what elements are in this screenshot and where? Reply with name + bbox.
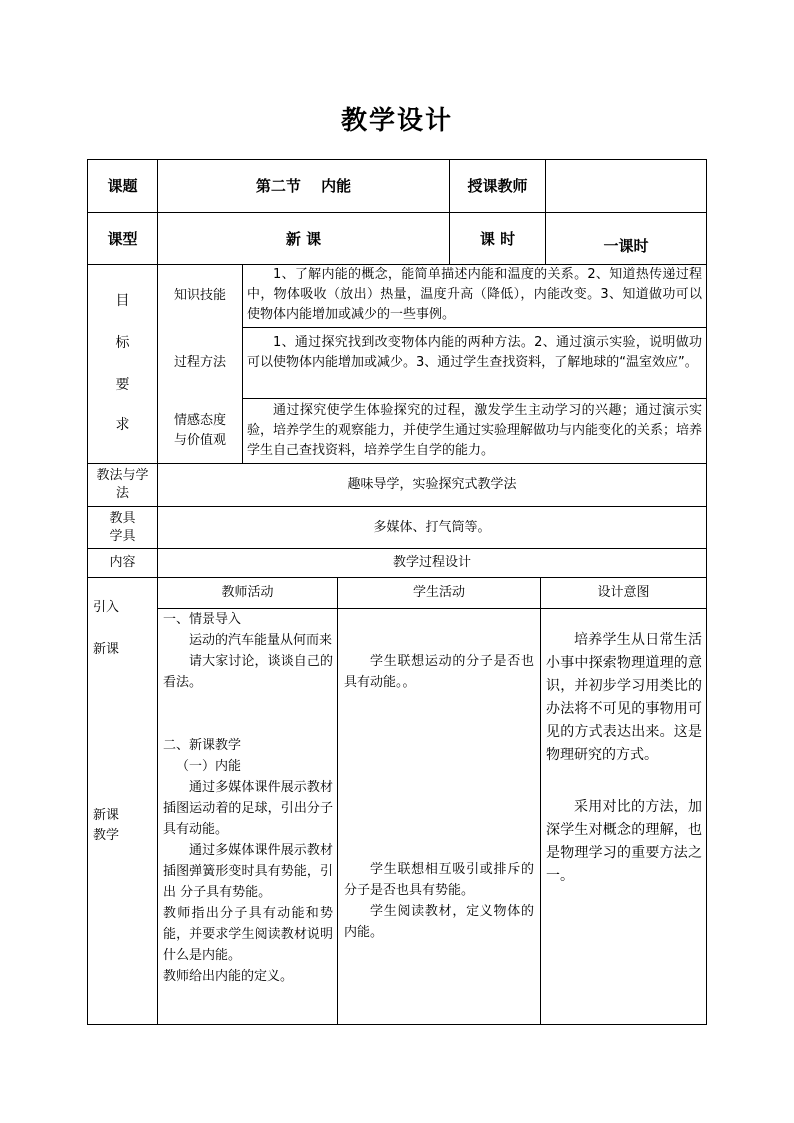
stage-intro-label: 引入 新课 [93,600,120,657]
knowledge-label: 知识技能 [173,288,226,303]
teacher-value [546,160,706,212]
attitude-label: 情感态度 与价值观 [173,413,226,448]
knowledge-text: 1、了解内能的概念，能简单描述内能和温度的关系。2、知道热传递过程中，物体吸收（放出）热量，温度升高（降低），内能改变。3、知道做功可以使物体内能增加或减少的一些事例。 [247,267,702,322]
student-activity-header: 学生活动 [412,585,465,600]
objectives-label: 目 标 要 求 [115,293,130,433]
topic-value: 第二节 内能 [255,177,352,195]
teacher-label: 授课教师 [467,177,528,195]
hours-value: 一课时 [603,236,649,255]
hours-label: 课 时 [479,229,516,248]
design-intent-2: 采用对比的方法，加深学生对概念的理解，也是物理学习的重要方法之一。 [546,799,702,884]
type-value: 新 课 [285,229,322,248]
tools-value: 多媒体、打气筒等。 [373,519,491,535]
topic-label: 课题 [107,177,138,195]
methods-value: 趣味导学，实验探究式教学法 [347,477,517,492]
type-label: 课型 [107,229,138,248]
attitude-text: 通过探究使学生体验探究的过程，激发学生主动学习的兴趣；通过演示实验，培养学生的观察能力，并使学生通过实验理解做功与内能变化的关系；培养学生自己查找资料，培养学生自学的能力。 [247,403,703,458]
design-intent-header: 设计意图 [597,585,650,600]
content-value: 教学过程设计 [392,555,471,570]
student-activity-2: 学生联想相互吸引或排斥的分子是否也具有势能。 学生阅读教材，定义物体的内能。 [344,862,534,940]
student-activity-1: 学生联想运动的分子是否也具有动能。。 [344,654,534,690]
tools-label: 教具 学具 [109,510,136,544]
content-label: 内容 [109,555,136,570]
design-intent-1: 培养学生从日常生活小事中探索物理道理的意识，并初步学习用类比的办法将不可见的事物用可见的方式表达出来。这是物理研究的方式。 [546,632,702,763]
stage-new-label: 新课 教学 [93,808,120,843]
page-title: 教学设计 [340,106,453,136]
process-label: 过程方法 [173,355,226,370]
process-text: 1、通过探究找到改变物体内能的两种方法。2、通过演示实验，说明做功可以使物体内能增加或减少。3、通过学生查找资料，了解地球的“温室效应”。 [247,335,702,370]
new-lesson-heading: 二、新课教学 [163,738,242,753]
intro-heading: 一、情景导入 [163,612,242,627]
teacher-activity-header: 教师活动 [221,585,274,600]
teacher-activity-text: 一、情景导入 运动的汽车能量从何而来 请大家讨论，谈谈自己的看法。 二、新课教学 （一）内能 通过多媒体课件展示教材插图运动着的足球，引出分子具有动能。 通过多媒体课件展示教材插图弹簧形变时具有势能，引出 分子具有势能。 教师指出分子具有动能和势能，并要求学生阅读教材说明什么是内能。 教师给出内能的定义。 [163,609,333,987]
methods-label: 教法与学 法 [96,468,149,501]
